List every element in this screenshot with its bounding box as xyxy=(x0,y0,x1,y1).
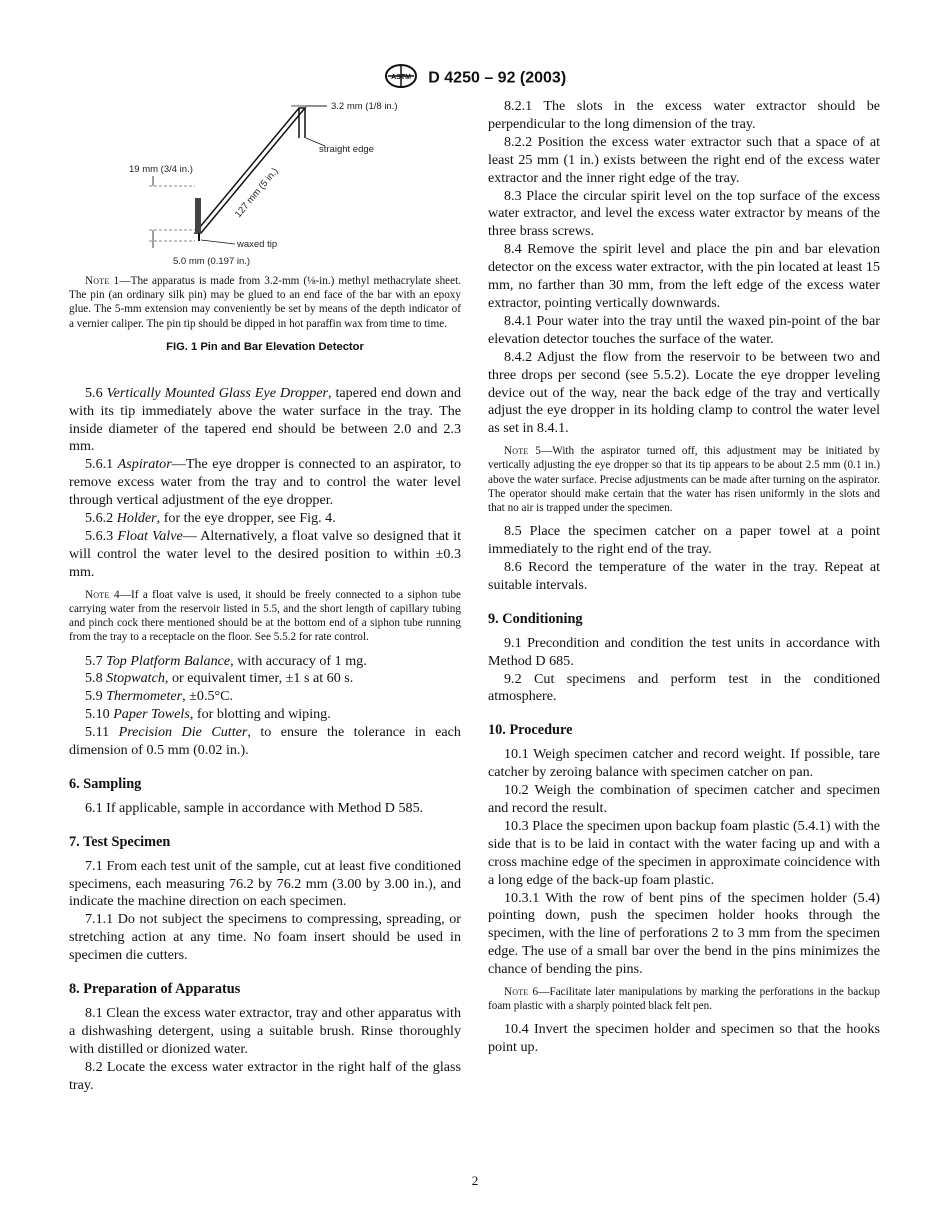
note-1: Note 1—The apparatus is made from 3.2-mm (⅛-in.) methyl methacrylate sheet. The pin (an ordinary silk pin) may be glued to an end face of the bar with an epoxy glue. The 5-mm extension may conveniently be set by means of the depth indicator of a vernier caliper. The pin tip should be dipped in hot paraffin wax from time to time. xyxy=(69,275,461,330)
para-8-4-2: 8.4.2 Adjust the flow from the reservoir to be between two and three drops per second (see 5.5.2). Locate the eye dropper leveling device out of the way, near the back edge of the tray and vertically adjust the eye dropper in its holding clamp to control the water level as set in 8.4.1. xyxy=(488,348,880,437)
figure-1-drawing xyxy=(69,98,461,268)
para-5-8: 5.8 Stopwatch, or equivalent timer, ±1 s at 60 s. xyxy=(85,670,354,687)
para-8-4: 8.4 Remove the spirit level and place the pin and bar elevation detector on the excess water extractor, with the pin located at least 15 mm, no farther than 30 mm, from the left edge of the excess water extractor, pointing vertically downwards. xyxy=(488,241,880,311)
heading-7-test-specimen: 7. Test Specimen xyxy=(69,833,171,850)
bar-end-face xyxy=(195,198,201,233)
para-7-1-1: 7.1.1 Do not subject the specimens to compressing, spreading, or stretching action at any time. No foam insert should be used in specimen die cutters. xyxy=(69,911,461,964)
designation-title: D 4250 – 92 (2003) xyxy=(428,69,567,87)
heading-9-conditioning: 9. Conditioning xyxy=(488,610,583,627)
document-header xyxy=(0,64,950,93)
para-8-6: 8.6 Record the temperature of the water in the tray. Repeat at suitable intervals. xyxy=(488,559,880,593)
left-column xyxy=(69,98,461,1095)
right-column xyxy=(488,98,880,1057)
para-8-2: 8.2 Locate the excess water extractor in the right half of the glass tray. xyxy=(69,1058,461,1093)
bar-shape xyxy=(195,108,305,233)
para-7-1: 7.1 From each test unit of the sample, cut at least five conditioned specimens, each measuring 76.2 by 76.2 mm (3.00 by 3.00 in.), and indicate the machine direction on each specimen. xyxy=(69,857,461,910)
para-8-5: 8.5 Place the specimen catcher on a paper towel at a point immediately to the right end of the tray. xyxy=(488,523,880,558)
figure-1-caption: FIG. 1 Pin and Bar Elevation Detector xyxy=(166,340,364,353)
label-length: 127 mm (5 in.) xyxy=(232,165,281,220)
page-number: 2 xyxy=(471,1173,479,1188)
para-8-1: 8.1 Clean the excess water extractor, tray and other apparatus with a dishwashing detergent, using a suitable brush. Rinse thoroughly with distilled or dionized water. xyxy=(69,1005,461,1057)
heading-6-sampling: 6. Sampling xyxy=(69,775,142,792)
para-9-1: 9.1 Precondition and condition the test units in accordance with Method D 685. xyxy=(488,634,880,669)
para-5-6-1: 5.6.1 Aspirator—The eye dropper is connected to an aspirator, to remove excess water from the tray and to control the water level through vertical adjustment of the eye dropper. xyxy=(69,456,461,509)
para-5-10: 5.10 Paper Towels, for blotting and wiping. xyxy=(85,706,331,723)
para-5-6: 5.6 Vertically Mounted Glass Eye Dropper, tapered end down and with its tip immediately above the water surface in the tray. The inside diameter of the tapered end should be between 2.0 and 2.3 mm. xyxy=(69,384,461,455)
heading-10-procedure: 10. Procedure xyxy=(488,722,573,739)
para-8-4-1: 8.4.1 Pour water into the tray until the waxed pin-point of the bar elevation detector touches the surface of the water. xyxy=(488,312,880,347)
para-10-3: 10.3 Place the specimen upon backup foam plastic (5.4.1) with the side that is to be laid in contact with the water facing up and with a cross machine edge of the specimen in approximate coincidence with a long edge of the back-up foam plastic. xyxy=(488,817,880,888)
para-8-2-2: 8.2.2 Position the excess water extractor such that a space of at least 25 mm (1 in.) exists between the right end of the excess water extractor and the inner right edge of the tray. xyxy=(488,133,880,186)
para-8-2-1: 8.2.1 The slots in the excess water extractor should be perpendicular to the long dimension of the tray. xyxy=(488,98,880,132)
para-10-2: 10.2 Weigh the combination of specimen catcher and specimen and record the result. xyxy=(488,782,880,817)
para-5-11: 5.11 Precision Die Cutter, to ensure the tolerance in each dimension of 0.5 mm (0.02 in.). xyxy=(69,724,461,759)
label-straight-edge: straight edge xyxy=(319,144,374,155)
para-5-7: 5.7 Top Platform Balance, with accuracy of 1 mg. xyxy=(85,652,367,669)
svg-text:ASTM: ASTM xyxy=(390,74,411,81)
label-height: 19 mm (3/4 in.) xyxy=(129,164,193,175)
label-waxed-tip: waxed tip xyxy=(237,239,278,250)
para-8-3: 8.3 Place the circular spirit level on the top surface of the excess water extractor, and level the excess water extractor by means of the three brass screws. xyxy=(488,187,880,240)
para-10-1: 10.1 Weigh specimen catcher and record weight. If possible, tare catcher by zeroing balance with specimen catcher on pan. xyxy=(488,746,880,781)
para-5-6-3: 5.6.3 Float Valve— Alternatively, a float valve so designed that it will control the water level to the desired position to within ±0.3 mm. xyxy=(69,527,461,580)
para-6-1: 6.1 If applicable, sample in accordance with Method D 585. xyxy=(85,799,424,816)
note-5: Note 5—With the aspirator turned off, this adjustment may be initiated by vertically adjusting the eye dropper so that its tip appears to be about 2.5 mm (0.1 in.) above the water surface. Precise adjustments can be made after turning on the aspirator. The operator should make certain that the water has risen uniformly in the slots and that no air is trapped under the specimen. xyxy=(488,445,880,515)
label-extension: 5.0 mm (0.197 in.) xyxy=(173,256,251,267)
label-thickness: 3.2 mm (1/8 in.) xyxy=(331,101,398,112)
para-5-6-2: 5.6.2 Holder, for the eye dropper, see Fig. 4. xyxy=(85,510,336,527)
para-5-9: 5.9 Thermometer, ±0.5°C. xyxy=(85,688,234,705)
para-10-4: 10.4 Invert the specimen holder and specimen so that the hooks point up. xyxy=(488,1021,880,1056)
astm-logo-icon xyxy=(384,64,418,93)
para-9-2: 9.2 Cut specimens and perform test in the conditioned atmosphere. xyxy=(488,670,880,705)
para-10-3-1: 10.3.1 With the row of bent pins of the specimen holder (5.4) pointing down, push the specimen holder hooks through the specimen, with the line of perforations 2 to 3 mm from the specimen edge. The use of a small bar over the bend in the pins minimizes the chance of bending the pins. xyxy=(488,889,880,978)
heading-8-preparation: 8. Preparation of Apparatus xyxy=(69,981,241,998)
note-4: Note 4—If a float valve is used, it should be freely connected to a siphon tube carrying water from the reservoir listed in 5.5, and the short length of capillary tubing and pinch cock there mentioned should be at the bottom end of a siphon tube running from the tray to a receptacle on the floor. See 5.5.2 for rate control. xyxy=(69,588,461,644)
note-6: Note 6—Facilitate later manipulations by marking the perforations in the backup foam plastic with a sharply pointed black felt pen. xyxy=(488,986,880,1013)
